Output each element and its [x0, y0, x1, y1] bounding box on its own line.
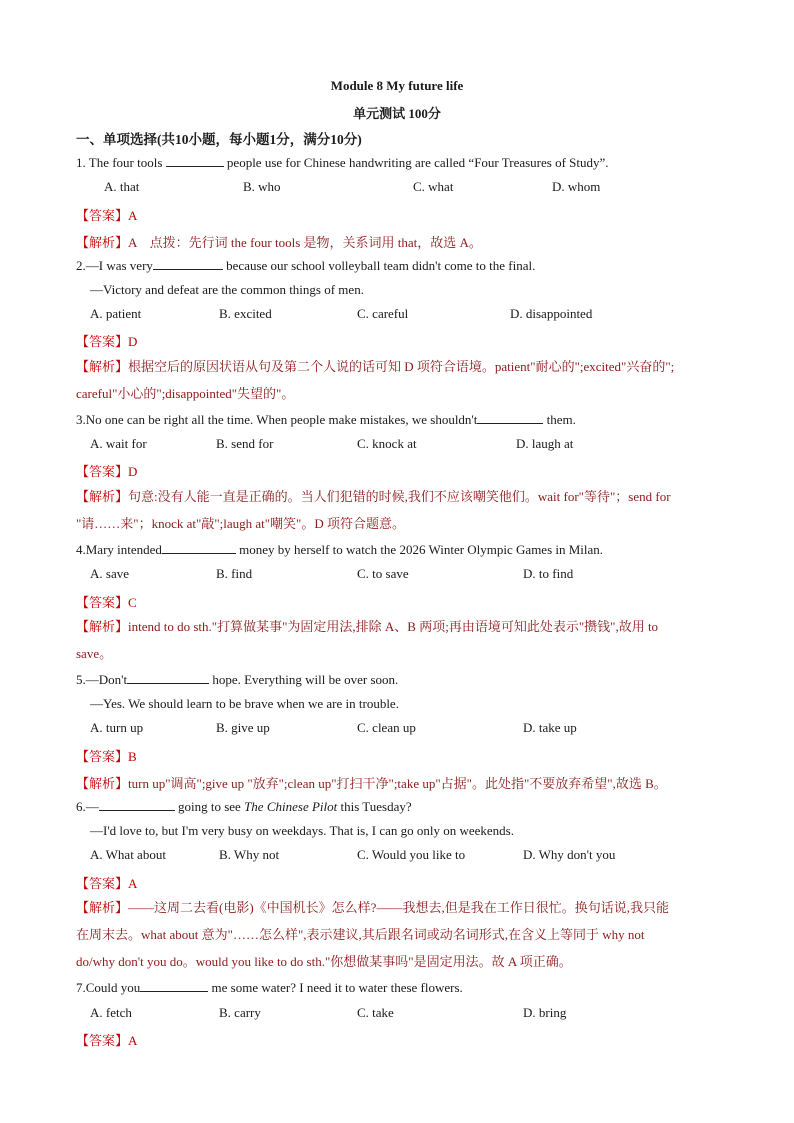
option-d: D. whom [552, 179, 601, 194]
dialogue-reply: —Victory and defeat are the common things of men. [90, 282, 364, 297]
answer-line: 【答案】B [76, 749, 137, 764]
option-c: C. careful [357, 306, 409, 321]
analysis-block: 【解析】——这周二去看(电影)《中国机长》怎么样?——我想去,但是我在工作日很忙。换句话说,我只能 在周末去。what about 意为"……怎么样",表示建议,其后跟名词或动名词形式,在含义上等同于 why not do/why don't you do。would you like to do sth."你想做某事吗"是固定用法。故 A 项正确。 [76, 900, 669, 969]
answer-blank [162, 542, 236, 554]
option-a: A. What about [90, 847, 166, 862]
option-d: D. disappointed [510, 306, 593, 321]
option-b: B. carry [219, 1005, 261, 1020]
question-5: 5.—Don't hope. Everything will be over soon. [76, 672, 399, 687]
answer-blank [477, 412, 543, 424]
question-3: 3.No one can be right all the time. When people make mistakes, we shouldn't them. [76, 412, 576, 427]
option-a: A. patient [90, 306, 142, 321]
answer-blank [99, 799, 175, 811]
answer-line: 【答案】A [76, 208, 138, 223]
option-b: B. give up [216, 720, 270, 735]
answer-blank [166, 155, 224, 167]
option-d: D. take up [523, 720, 577, 735]
section-heading: 一、单项选择(共10小题，每小题1分，满分10分) [76, 132, 362, 147]
option-c: C. what [413, 179, 454, 194]
option-c: C. knock at [357, 436, 417, 451]
option-c: C. to save [357, 566, 409, 581]
option-d: D. laugh at [516, 436, 574, 451]
option-a: A. that [104, 179, 140, 194]
option-b: B. excited [219, 306, 272, 321]
dialogue-reply: —Yes. We should learn to be brave when we are in trouble. [90, 696, 399, 711]
question-7: 7.Could you me some water? I need it to water these flowers. [76, 980, 463, 995]
question-4: 4.Mary intended money by herself to watch the 2026 Winter Olympic Games in Milan. [76, 542, 604, 557]
dialogue-reply: —I'd love to, but I'm very busy on weekdays. That is, I can go only on weekends. [90, 823, 514, 838]
option-c: C. take [357, 1005, 394, 1020]
document-title: Module 8 My future life [330, 78, 464, 93]
option-d: D. Why don't you [523, 847, 616, 862]
answer-line: 【答案】D [76, 334, 138, 349]
answer-blank [127, 672, 209, 684]
question-1: 1. The four tools people use for Chinese handwriting are called “Four Treasures of Study”. [76, 155, 609, 170]
option-c: C. Would you like to [357, 847, 466, 862]
answer-line: 【答案】A [76, 1033, 138, 1048]
option-b: B. Why not [219, 847, 280, 862]
analysis-block: 【解析】intend to do sth."打算做某事"为固定用法,排除 A、B 两项;再由语境可知此处表示"攒钱",故用 to save。 [76, 619, 659, 661]
option-a: A. save [90, 566, 129, 581]
answer-line: 【答案】A [76, 876, 138, 891]
option-c: C. clean up [357, 720, 416, 735]
analysis-line: 【解析】turn up"调高";give up "放弃";clean up"打扫干净";take up"占据"。此处指"不要放弃希望",故选 B。 [76, 776, 667, 791]
answer-blank [140, 980, 208, 992]
document-subtitle: 单元测试 100分 [353, 106, 441, 121]
analysis-block: 【解析】句意:没有人能一直是正确的。当人们犯错的时候,我们不应该嘲笑他们。wait for"等待"；send for "请……来"；knock at"敲";laugh at"嘲笑"。D 项符合题意。 [76, 489, 671, 531]
film-title: The Chinese Pilot [244, 799, 338, 814]
option-b: B. who [243, 179, 281, 194]
option-a: A. wait for [90, 436, 147, 451]
option-b: B. send for [216, 436, 274, 451]
answer-line: 【答案】D [76, 464, 138, 479]
option-b: B. find [216, 566, 253, 581]
question-6: 6.— going to see The Chinese Pilot this Tuesday? [76, 799, 412, 814]
option-d: D. to find [523, 566, 574, 581]
question-2: 2.—I was very because our school volleyball team didn't come to the final. [76, 258, 536, 273]
option-a: A. turn up [90, 720, 144, 735]
option-a: A. fetch [90, 1005, 132, 1020]
analysis-block: 【解析】根据空后的原因状语从句及第二个人说的话可知 D 项符合语境。patient"耐心的";excited"兴奋的"; careful"小心的";disappointed"失望的"。 [76, 359, 675, 401]
answer-line: 【答案】C [76, 595, 137, 610]
analysis-line: 【解析】A 点拨：先行词 the four tools 是物，关系词用 that，故选 A。 [76, 235, 482, 250]
option-d: D. bring [523, 1005, 567, 1020]
answer-blank [153, 258, 223, 270]
